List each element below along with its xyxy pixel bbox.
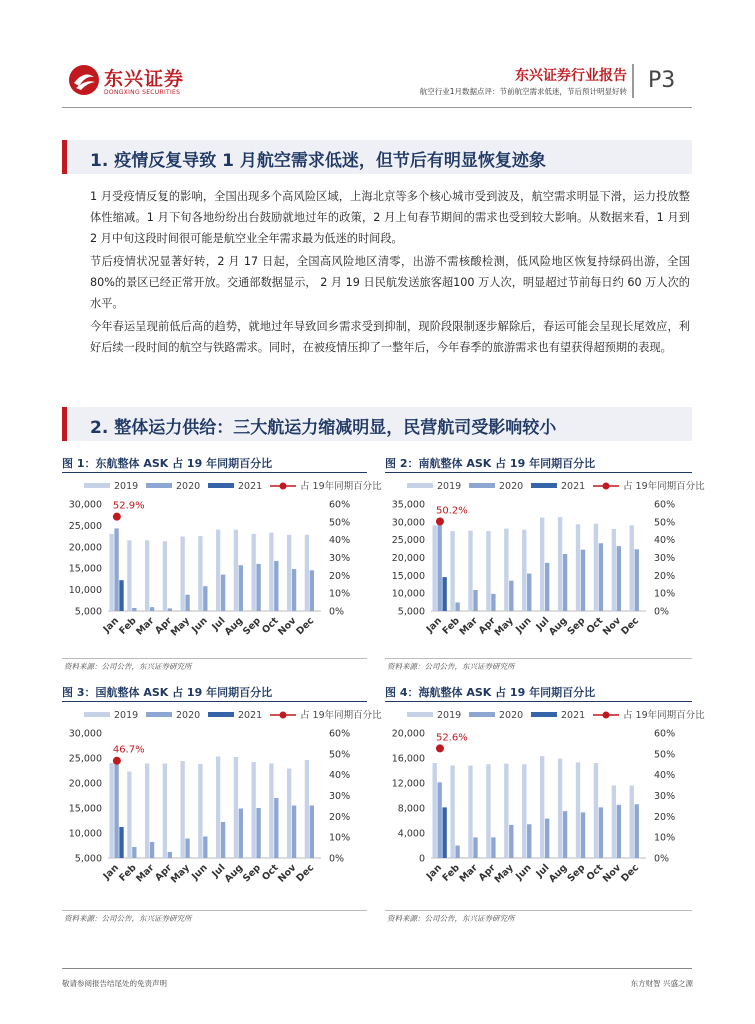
legend-swatch-2020 <box>469 712 495 717</box>
y-tick-label: 5,000 <box>397 606 425 618</box>
y2-tick-label: 60% <box>654 499 676 511</box>
bar-2019-Feb <box>450 531 454 611</box>
bar-2021-Jan <box>442 807 446 858</box>
x-tick-label: Feb <box>117 615 139 637</box>
figure-1-source: 资料来源：公司公告，东兴证券研究所 <box>64 662 192 671</box>
bar-2019-Aug <box>558 759 562 858</box>
y-tick-label: 15,000 <box>391 570 425 582</box>
y2-tick-label: 0% <box>654 606 670 618</box>
x-tick-label: May <box>168 615 192 639</box>
bar-2020-Dec <box>635 804 639 858</box>
legend-label-2020: 2020 <box>499 710 524 721</box>
bar-2019-Sep <box>576 524 580 611</box>
x-tick-label: Nov <box>600 862 624 885</box>
bar-2019-Oct <box>594 763 598 858</box>
bar-2020-Feb <box>455 602 459 611</box>
bar-2020-Jan <box>437 782 441 858</box>
bar-2020-Oct <box>599 807 603 858</box>
x-tick-label: Oct <box>584 615 606 637</box>
x-tick-label: Apr <box>476 615 498 637</box>
figure-2-title-rule <box>385 472 692 473</box>
pct-point-Jan <box>113 513 121 521</box>
bar-2019-Feb <box>127 772 131 859</box>
bar-2019-Mar <box>468 766 472 859</box>
paragraph-2: 节后疫情状况显著好转，2 月 17 日起，全国高风险地区清零，出游不需核酸检测，低风险地区恢复持绿码出游，全国 80%的景区已经正常开放。交通部数据显示， 2 月 19 日民航发送旅客超100 万人次，明显超过节前每日约 60 万人次的水平。 <box>90 255 690 310</box>
figure-3-source-rule <box>62 910 367 911</box>
x-tick-label: Aug <box>546 862 570 885</box>
y-tick-label: 35,000 <box>391 499 425 511</box>
bar-2019-May <box>180 761 184 858</box>
paragraph-1: 1 月受疫情反复的影响，全国出现多个高风险区域，上海北京等多个核心城市受到波及，航空需求明显下滑，运力投放整体性缩减。1 月下旬各地纷纷出台鼓励就地过年的政策，2 月上旬春节期间的需求也受到较大影响。从数据来看，1 月到 2 月中旬这段时间很可能是航空业全年需求最为低迷的时间段。 <box>90 190 690 245</box>
y2-tick-label: 10% <box>654 832 676 844</box>
bar-2019-Oct <box>594 524 598 611</box>
bar-2020-Jul <box>545 563 549 611</box>
y2-tick-label: 50% <box>654 517 676 529</box>
y-tick-label: 8,000 <box>397 803 425 815</box>
bar-2019-Jul <box>216 530 220 611</box>
x-tick-label: Mar <box>457 862 480 885</box>
legend-swatch-2019 <box>407 712 433 717</box>
bar-2020-Jan <box>114 763 118 858</box>
x-tick-label: Mar <box>134 862 157 885</box>
x-tick-label: Jun <box>189 615 210 636</box>
legend-swatch-2021 <box>531 483 557 488</box>
bar-2019-Jul <box>216 757 220 859</box>
x-tick-label: Oct <box>584 862 606 884</box>
y-tick-label: 20,000 <box>68 778 102 790</box>
legend-label-2020: 2020 <box>499 481 524 492</box>
bar-2020-Jul <box>221 822 225 858</box>
figure-1-title: 图 1：东航整体 ASK 占 19 年同期百分比 <box>62 457 273 470</box>
x-tick-label: Dec <box>619 615 642 638</box>
legend-label-2021: 2021 <box>238 710 263 721</box>
x-tick-label: Oct <box>260 862 281 884</box>
y-tick-label: 25,000 <box>68 520 102 532</box>
y2-tick-label: 20% <box>329 811 351 823</box>
y-tick-label: 30,000 <box>68 728 102 740</box>
legend-label-2021: 2021 <box>238 481 263 492</box>
bar-2019-Nov <box>612 786 616 859</box>
pct-data-label: 46.7% <box>112 744 145 756</box>
figure-3-title: 图 3：国航整体 ASK 占 19 年同期百分比 <box>62 686 273 699</box>
x-tick-label: Sep <box>565 862 588 885</box>
bar-2020-May <box>509 581 513 611</box>
pct-point-Jan <box>113 757 121 765</box>
figure-4-source: 资料来源：公司公告，东兴证券研究所 <box>387 914 515 923</box>
legend-label-2020: 2020 <box>176 481 201 492</box>
y-tick-label: 10,000 <box>68 585 102 597</box>
bar-2019-Jun <box>522 530 526 611</box>
y-tick-label: 5,000 <box>74 606 102 618</box>
bar-2020-Oct <box>599 543 603 611</box>
bar-2020-Jul <box>221 575 225 611</box>
bar-2020-May <box>185 595 189 611</box>
legend-label-pct: 占 19年同期百分比 <box>300 710 382 721</box>
bar-2020-Aug <box>239 565 243 611</box>
report-subtitle: 航空行业1月数据点评：节前航空需求低迷，节后预计明显好转 <box>419 87 627 96</box>
y2-tick-label: 10% <box>329 832 351 844</box>
page-number: P3 <box>648 68 676 93</box>
y2-tick-label: 20% <box>654 811 676 823</box>
logo-text-en: DONGXING SECURITIES <box>104 89 181 96</box>
bar-2019-Nov <box>287 535 291 611</box>
bar-2019-May <box>180 537 184 611</box>
bar-2019-Jun <box>522 764 526 858</box>
bar-2021-Jan <box>119 827 123 858</box>
bar-2019-Apr <box>163 764 167 859</box>
y-tick-label: 4,000 <box>397 828 425 840</box>
legend-pct-marker <box>603 712 610 719</box>
legend-label-pct: 占 19年同期百分比 <box>300 481 382 492</box>
figure-4-title-rule <box>385 701 692 702</box>
bar-2019-Jan <box>109 763 113 858</box>
bar-2020-Sep <box>256 564 260 611</box>
bar-2019-Jan <box>109 534 113 611</box>
figure-4-title: 图 4：海航整体 ASK 占 19 年同期百分比 <box>385 686 596 699</box>
bar-2019-Feb <box>450 766 454 859</box>
y2-tick-label: 30% <box>654 553 676 564</box>
bar-2020-Mar <box>150 607 154 611</box>
bar-2019-Oct <box>269 533 273 611</box>
y2-tick-label: 50% <box>329 749 351 761</box>
header-rule <box>62 107 692 108</box>
x-tick-label: Sep <box>241 862 263 885</box>
bar-2020-Jun <box>527 574 531 611</box>
y-tick-label: 0 <box>418 853 425 865</box>
bar-2020-Feb <box>455 846 459 859</box>
bar-2019-May <box>504 529 508 611</box>
y2-tick-label: 20% <box>329 570 351 582</box>
x-tick-label: Apr <box>153 862 175 884</box>
legend-swatch-2020 <box>146 712 172 717</box>
x-tick-label: Jun <box>513 615 534 636</box>
bar-2020-Apr <box>168 852 172 858</box>
bar-2020-Dec <box>310 806 314 859</box>
bar-2021-Jan <box>442 577 446 611</box>
bar-2019-Mar <box>145 540 149 611</box>
bar-2019-Feb <box>127 540 131 611</box>
y2-tick-label: 30% <box>654 791 676 802</box>
x-tick-label: Aug <box>546 615 570 638</box>
y-tick-label: 10,000 <box>68 828 102 840</box>
bar-2021-Jan <box>119 580 123 611</box>
bar-2020-Feb <box>132 847 136 858</box>
figure-1-chart <box>62 474 382 656</box>
figure-3-chart <box>62 703 382 903</box>
x-tick-label: Oct <box>260 615 281 637</box>
x-tick-label: Jan <box>101 862 121 882</box>
y-tick-label: 15,000 <box>68 803 102 815</box>
x-tick-label: Jun <box>189 862 210 883</box>
pct-data-label: 52.9% <box>112 500 145 512</box>
x-tick-label: Mar <box>134 615 157 638</box>
bar-2019-Mar <box>468 531 472 611</box>
y2-tick-label: 30% <box>329 791 351 802</box>
bar-2020-Nov <box>292 806 296 859</box>
bar-2020-Dec <box>635 549 639 611</box>
bar-2019-Nov <box>287 769 291 859</box>
legend-swatch-2019 <box>407 483 433 488</box>
legend-swatch-2020 <box>146 483 172 488</box>
legend-label-2019: 2019 <box>437 481 462 492</box>
x-tick-label: May <box>492 615 516 639</box>
legend-label-2019: 2019 <box>437 710 462 721</box>
bar-2019-Apr <box>486 764 490 858</box>
y2-tick-label: 0% <box>329 606 345 618</box>
x-tick-label: Jun <box>513 862 534 883</box>
bar-2020-Nov <box>617 805 621 858</box>
paragraph-3: 今年春运呈现前低后高的趋势，就地过年导致回乡需求受到抑制，现阶段限制逐步解除后，春运可能会呈现长尾效应，利好后续一段时间的航空与铁路需求。同时，在被疫情压抑了一整年后，今年春季的旅游需求也有望获得超预期的表现。 <box>90 320 690 354</box>
legend-label-2021: 2021 <box>561 710 586 721</box>
x-tick-label: Jul <box>534 615 552 633</box>
x-tick-label: Jul <box>534 862 552 880</box>
figure-4-chart <box>385 703 705 903</box>
bar-2019-Jan <box>432 525 436 611</box>
x-tick-label: Sep <box>565 615 588 638</box>
figure-2-chart <box>385 474 705 656</box>
pct-point-Jan <box>436 744 444 752</box>
x-tick-label: Nov <box>600 615 624 638</box>
x-tick-label: Apr <box>476 862 498 884</box>
y2-tick-label: 30% <box>329 553 351 564</box>
x-tick-label: May <box>492 862 516 886</box>
legend-swatch-2019 <box>84 483 110 488</box>
legend-label-2019: 2019 <box>114 481 139 492</box>
y-tick-label: 16,000 <box>391 753 425 765</box>
header-divider <box>632 64 634 98</box>
y-tick-label: 20,000 <box>391 728 425 740</box>
legend-swatch-2020 <box>469 483 495 488</box>
x-tick-label: Jan <box>101 615 121 635</box>
figure-2-source: 资料来源：公司公告，东兴证券研究所 <box>387 662 515 671</box>
bar-2020-Sep <box>581 550 585 611</box>
legend-label-2021: 2021 <box>561 481 586 492</box>
y2-tick-label: 60% <box>329 728 351 740</box>
bar-2019-Apr <box>486 531 490 611</box>
y2-tick-label: 10% <box>654 588 676 600</box>
bar-2020-Mar <box>150 842 154 858</box>
bar-2019-Jul <box>540 518 544 611</box>
bar-2020-May <box>185 839 189 859</box>
bar-2019-Jul <box>540 756 544 858</box>
y2-tick-label: 10% <box>329 588 351 600</box>
y-tick-label: 12,000 <box>391 778 425 790</box>
x-tick-label: May <box>168 862 192 886</box>
y2-tick-label: 20% <box>654 570 676 582</box>
logo-mark-icon <box>68 64 100 96</box>
bar-2020-Jun <box>203 837 207 859</box>
bar-2020-Sep <box>581 812 585 858</box>
bar-2020-Apr <box>491 594 495 611</box>
pct-point-Jan <box>436 517 444 525</box>
legend-swatch-2021 <box>531 712 557 717</box>
legend-pct-marker <box>280 712 287 719</box>
legend-label-2019: 2019 <box>114 710 139 721</box>
bar-2019-Aug <box>234 757 238 858</box>
bar-2020-Mar <box>473 590 477 611</box>
y2-tick-label: 40% <box>654 770 676 782</box>
y2-tick-label: 60% <box>654 728 676 740</box>
bar-2020-Jan <box>437 524 441 611</box>
bar-2020-Jul <box>545 819 549 858</box>
bar-2020-Aug <box>563 811 567 858</box>
x-tick-label: Jan <box>424 862 445 882</box>
section2-title: 2. 整体运力供给：三大航运力缩减明显，民营航司受影响较小 <box>90 418 557 438</box>
x-tick-label: Jan <box>424 615 445 635</box>
legend-label-pct: 占 19年同期百分比 <box>623 710 705 721</box>
report-title: 东兴证券行业报告 <box>515 68 627 84</box>
y2-tick-label: 40% <box>654 535 676 547</box>
x-tick-label: Aug <box>222 615 246 638</box>
legend-pct-marker <box>603 483 610 490</box>
bar-2019-Jun <box>198 764 202 858</box>
bar-2020-Nov <box>617 546 621 611</box>
bar-2019-Apr <box>163 541 167 611</box>
section2-heading-bar <box>62 407 67 441</box>
pct-data-label: 50.2% <box>435 505 468 517</box>
pct-data-label: 52.6% <box>435 732 468 744</box>
section1-heading-bar <box>62 140 67 174</box>
x-tick-label: Nov <box>276 615 299 638</box>
bar-2019-Dec <box>305 760 309 858</box>
x-tick-label: Apr <box>153 615 175 637</box>
section1-title: 1. 疫情反复导致 1 月航空需求低迷，但节后有明显恢复迹象 <box>90 151 546 171</box>
bar-2019-Oct <box>269 764 273 859</box>
legend-label-pct: 占 19年同期百分比 <box>623 481 705 492</box>
y2-tick-label: 40% <box>329 535 351 547</box>
bar-2020-Jun <box>203 586 207 611</box>
y-tick-label: 10,000 <box>391 588 425 600</box>
bar-2020-Apr <box>491 837 495 858</box>
figure-3-source: 资料来源：公司公告，东兴证券研究所 <box>64 914 192 923</box>
x-tick-label: Jul <box>210 862 228 880</box>
bar-2020-Jan <box>114 528 118 611</box>
bar-2020-Oct <box>274 561 278 611</box>
y2-tick-label: 0% <box>329 853 345 865</box>
footer-rule <box>62 968 692 969</box>
y-tick-label: 20,000 <box>68 542 102 554</box>
bar-2019-Sep <box>576 762 580 858</box>
y-tick-label: 5,000 <box>74 853 102 865</box>
bar-2019-Aug <box>234 530 238 611</box>
footer-disclaimer: 敬请参阅报告结尾处的免责声明 <box>62 979 167 988</box>
bar-2019-Mar <box>145 764 149 859</box>
y2-tick-label: 50% <box>654 749 676 761</box>
bar-2020-Jun <box>527 824 531 858</box>
bar-2020-Nov <box>292 569 296 611</box>
bar-2020-Apr <box>168 608 172 611</box>
bar-2020-Feb <box>132 608 136 611</box>
y2-tick-label: 0% <box>654 853 670 865</box>
x-tick-label: Aug <box>222 862 246 885</box>
figure-1-source-rule <box>62 658 367 659</box>
x-tick-label: Feb <box>440 862 462 884</box>
legend-swatch-2019 <box>84 712 110 717</box>
legend-swatch-2021 <box>208 712 234 717</box>
legend-pct-marker <box>280 483 287 490</box>
figure-2-source-rule <box>385 658 692 659</box>
bar-2019-Sep <box>251 534 255 611</box>
legend-swatch-2021 <box>208 483 234 488</box>
bar-2019-Dec <box>630 525 634 611</box>
logo-text-cn: 东兴证券 <box>104 68 185 90</box>
x-tick-label: Feb <box>440 615 462 637</box>
bar-2020-Mar <box>473 837 477 858</box>
x-tick-label: Dec <box>619 862 642 885</box>
y2-tick-label: 60% <box>329 499 351 511</box>
y-tick-label: 30,000 <box>391 517 425 529</box>
bar-2020-Aug <box>563 554 567 611</box>
bar-2020-Oct <box>274 798 278 858</box>
bar-2019-Sep <box>251 762 255 858</box>
y-tick-label: 25,000 <box>391 535 425 547</box>
bar-2019-Jan <box>432 763 436 858</box>
bar-2019-Jun <box>198 536 202 611</box>
y2-tick-label: 40% <box>329 770 351 782</box>
bar-2019-Aug <box>558 517 562 611</box>
bar-2020-Dec <box>310 570 314 611</box>
y-tick-label: 20,000 <box>391 553 425 564</box>
y-tick-label: 30,000 <box>68 499 102 511</box>
x-tick-label: Jul <box>210 615 228 633</box>
x-tick-label: Mar <box>457 615 480 638</box>
y-tick-label: 25,000 <box>68 753 102 765</box>
bar-2019-Dec <box>305 535 309 611</box>
legend-label-2020: 2020 <box>176 710 201 721</box>
y2-tick-label: 50% <box>329 517 351 529</box>
figure-2-title: 图 2：南航整体 ASK 占 19 年同期百分比 <box>385 457 596 470</box>
bar-2020-Sep <box>256 808 260 858</box>
figure-4-source-rule <box>385 910 692 911</box>
x-tick-label: Nov <box>276 862 299 885</box>
x-tick-label: Sep <box>241 615 263 638</box>
figure-1-title-rule <box>62 472 367 473</box>
bar-2020-May <box>509 825 513 858</box>
x-tick-label: Dec <box>294 615 317 638</box>
footer-slogan: 东方财智 兴盛之源 <box>630 979 693 988</box>
x-tick-label: Feb <box>117 862 139 884</box>
bar-2019-Nov <box>612 529 616 611</box>
figure-3-title-rule <box>62 701 367 702</box>
bar-2020-Aug <box>239 809 243 859</box>
bar-2019-May <box>504 764 508 858</box>
x-tick-label: Dec <box>294 862 317 885</box>
bar-2019-Dec <box>630 786 634 859</box>
y-tick-label: 15,000 <box>68 563 102 575</box>
